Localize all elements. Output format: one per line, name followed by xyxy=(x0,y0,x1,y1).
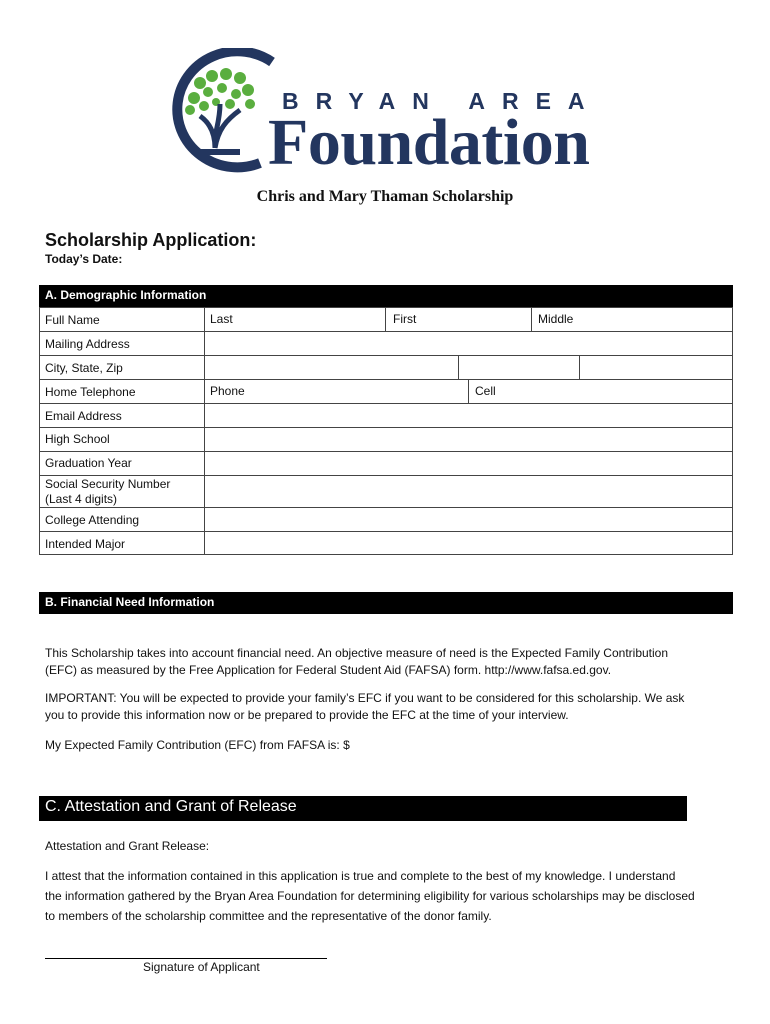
attestation-line3: to members of the scholarship committee and the representative of the donor family. xyxy=(45,909,492,923)
logo-line1: BRYAN AREA xyxy=(282,88,602,114)
attestation-line1: I attest that the information contained in this application is true and complete to the best of my knowledge. I understand xyxy=(45,869,676,883)
mailing-address-field[interactable] xyxy=(205,332,731,355)
high-school-label: High School xyxy=(45,432,110,446)
section-a-header: A. Demographic Information xyxy=(39,285,733,307)
financial-para2-line1: IMPORTANT: You will be expected to provide your family’s EFC if you want to be considered for this scholarship. We ask xyxy=(45,691,685,705)
ssn-field[interactable] xyxy=(205,476,731,507)
demographic-table xyxy=(39,307,733,555)
home-telephone-label: Home Telephone xyxy=(45,385,136,399)
financial-para2 xyxy=(45,690,735,724)
city-field[interactable] xyxy=(205,356,457,379)
scholarship-title: Chris and Mary Thaman Scholarship xyxy=(256,188,514,205)
cell-field[interactable]: Cell xyxy=(475,384,496,398)
college-field[interactable] xyxy=(205,508,731,531)
attestation-text xyxy=(45,866,745,926)
major-field[interactable] xyxy=(205,532,731,555)
ssn-label-line2: (Last 4 digits) xyxy=(45,492,118,506)
logo-line2: Foundation xyxy=(268,106,590,179)
signature-label: Signature of Applicant xyxy=(143,960,260,974)
graduation-year-label: Graduation Year xyxy=(45,456,132,470)
email-field[interactable] xyxy=(205,404,731,427)
financial-para1-line1: This Scholarship takes into account financial need. An objective measure of need is the Expected Family Contribution xyxy=(45,646,669,660)
major-label: Intended Major xyxy=(45,537,126,551)
todays-date-label: Today’s Date: xyxy=(45,252,123,266)
graduation-year-field[interactable] xyxy=(205,452,731,475)
phone-field[interactable]: Phone xyxy=(210,384,245,398)
signature-line[interactable] xyxy=(45,958,327,959)
city-state-zip-label: City, State, Zip xyxy=(45,361,123,375)
first-name-field[interactable]: First xyxy=(393,312,417,326)
financial-para2-line2: you to provide this information now or be prepared to provide the EFC at the time of your interview. xyxy=(45,708,569,722)
zip-field[interactable] xyxy=(580,356,731,379)
full-name-label: Full Name xyxy=(45,313,100,327)
attestation-heading: Attestation and Grant Release: xyxy=(45,839,210,853)
last-name-field[interactable]: Last xyxy=(210,312,233,326)
mailing-address-label: Mailing Address xyxy=(45,337,130,351)
high-school-field[interactable] xyxy=(205,428,731,451)
financial-para1 xyxy=(45,645,735,679)
financial-para1-line2: (EFC) as measured by the Free Application for Federal Student Aid (FAFSA) form. http://www.fafsa.ed.gov. xyxy=(45,663,612,677)
ssn-label-line1: Social Security Number xyxy=(45,477,171,491)
middle-name-field[interactable]: Middle xyxy=(538,312,574,326)
section-b-header: B. Financial Need Information xyxy=(39,592,733,614)
email-label: Email Address xyxy=(45,409,122,423)
college-label: College Attending xyxy=(45,513,140,527)
state-field[interactable] xyxy=(459,356,578,379)
application-title: Scholarship Application: xyxy=(45,230,257,250)
attestation-line2: the information gathered by the Bryan Area Foundation for determining eligibility for various scholarships may be disclosed xyxy=(45,889,695,903)
section-c-header: C. Attestation and Grant of Release xyxy=(39,796,687,821)
efc-line: My Expected Family Contribution (EFC) from FAFSA is: $ xyxy=(45,738,350,752)
